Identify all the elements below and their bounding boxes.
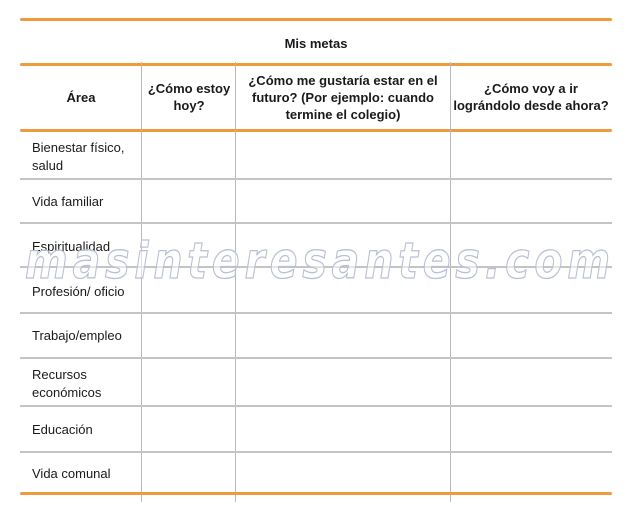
row-label-recursos: Recursos económicos: [32, 367, 102, 400]
row-divider: [20, 312, 612, 314]
header-plan: ¿Cómo voy a ir lográndolo desde ahora?: [453, 81, 609, 113]
row-label-bienestar: Bienestar físico, salud: [32, 140, 125, 173]
row-label-vida-familiar: Vida familiar: [32, 194, 104, 209]
top-rule: [20, 18, 612, 21]
row-label-profesion: Profesión/ oficio: [32, 284, 125, 299]
row-label-espiritualidad: Espiritualidad: [32, 239, 111, 254]
row-divider: [20, 405, 612, 407]
header-current: ¿Cómo estoy hoy?: [147, 81, 231, 113]
row-label-trabajo: Trabajo/empleo: [32, 328, 122, 343]
row-divider: [20, 178, 612, 180]
row-label-vida-comunal: Vida comunal: [32, 466, 111, 481]
watermark: [0, 228, 640, 294]
row-divider: [20, 357, 612, 359]
header-rule: [20, 129, 612, 132]
row-divider: [20, 222, 612, 224]
watermark-text: masinteresantes.com: [25, 232, 615, 290]
row-divider: [20, 451, 612, 453]
header-area: Área: [66, 89, 96, 105]
bottom-rule: [20, 492, 612, 495]
page-title: Mis metas: [284, 36, 348, 51]
row-label-educacion: Educación: [32, 422, 93, 437]
header-future: ¿Cómo me gustaría estar en el futuro? (Por ejemplo: cuando termine el colegio): [248, 72, 438, 122]
